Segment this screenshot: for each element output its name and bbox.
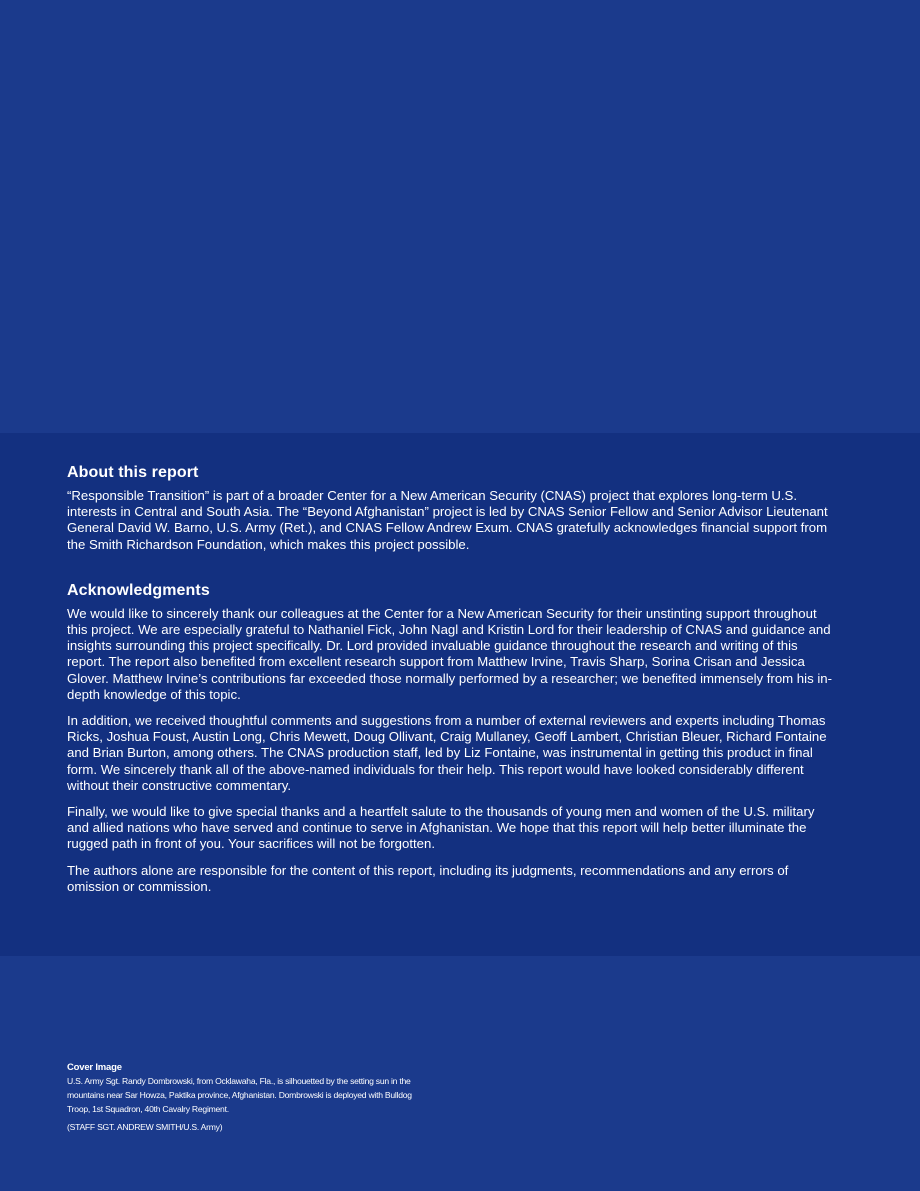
cover-image-title: Cover Image xyxy=(67,1062,122,1073)
cover-image-note xyxy=(67,1062,427,1134)
text-panel-content xyxy=(67,463,837,905)
acknowledgments-paragraph-1: We would like to sincerely thank our colleagues at the Center for a New American Security for their unstinting support throughout this project. We are especially grateful to Nathaniel Fick, John Nagl and Kristin Lord for their leadership of CNAS and guidance and insights surrounding this project specifically. Dr. Lord provided invaluable guidance throughout the research and writing of this report. The report also benefited from excellent research support from Matthew Irvine, Travis Sharp, Sorina Crisan and Jessica Glover. Matthew Irvine’s contributions far exceeded those normally performed by a researcher; we benefited immensely from his in-depth knowledge of this topic. xyxy=(67,605,832,702)
cover-image-caption: U.S. Army Sgt. Randy Dombrowski, from Ocklawaha, Fla., is silhouetted by the setting sun in the mountains near Sar Howza, Paktika province, Afghanistan. Dombrowski is deployed with Bulldog Troop, 1st Squadron, 40th Cavalry Regiment. xyxy=(67,1076,412,1114)
cover-image-credit: (STAFF SGT. ANDREW SMITH/U.S. Army) xyxy=(67,1122,223,1132)
top-blank-area xyxy=(0,0,920,433)
about-section xyxy=(67,463,837,553)
about-paragraph: “Responsible Transition” is part of a broader Center for a New American Security (CNAS) project that explores long-term U.S. interests in Central and South Asia. The “Beyond Afghanistan” project is led by CNAS Senior Fellow and Senior Advisor Lieutenant General David W. Barno, U.S. Army (Ret.), and CNAS Fellow Andrew Exum. CNAS gratefully acknowledges financial support from the Smith Richardson Foundation, which makes this project possible. xyxy=(67,488,828,552)
text-panel xyxy=(0,433,920,956)
acknowledgments-paragraph-3: Finally, we would like to give special thanks and a heartfelt salute to the thousands of young men and women of the U.S. military and allied nations who have served and continue to serve in Afghanistan. We hope that this report will help better illuminate the rugged path in front of you. Your sacrifices will not be forgotten. xyxy=(67,804,815,852)
about-heading: About this report xyxy=(67,464,199,481)
acknowledgments-paragraph-4: The authors alone are responsible for the content of this report, including its judgments, recommendations and any errors of omission or commission. xyxy=(67,862,789,894)
acknowledgments-paragraph-2: In addition, we received thoughtful comments and suggestions from a number of external reviewers and experts including Thomas Ricks, Joshua Foust, Austin Long, Chris Mewett, Doug Ollivant, Craig Mullaney, Geoff Lambert, Christian Bleuer, Richard Fontaine and Brian Burton, among others. The CNAS production staff, led by Liz Fontaine, was instrumental in getting this product in final form. We sincerely thank all of the above-named individuals for their help. This report would have looked considerably different without their constructive commentary. xyxy=(67,713,827,793)
acknowledgments-section xyxy=(67,581,837,895)
acknowledgments-heading: Acknowledgments xyxy=(67,581,210,599)
